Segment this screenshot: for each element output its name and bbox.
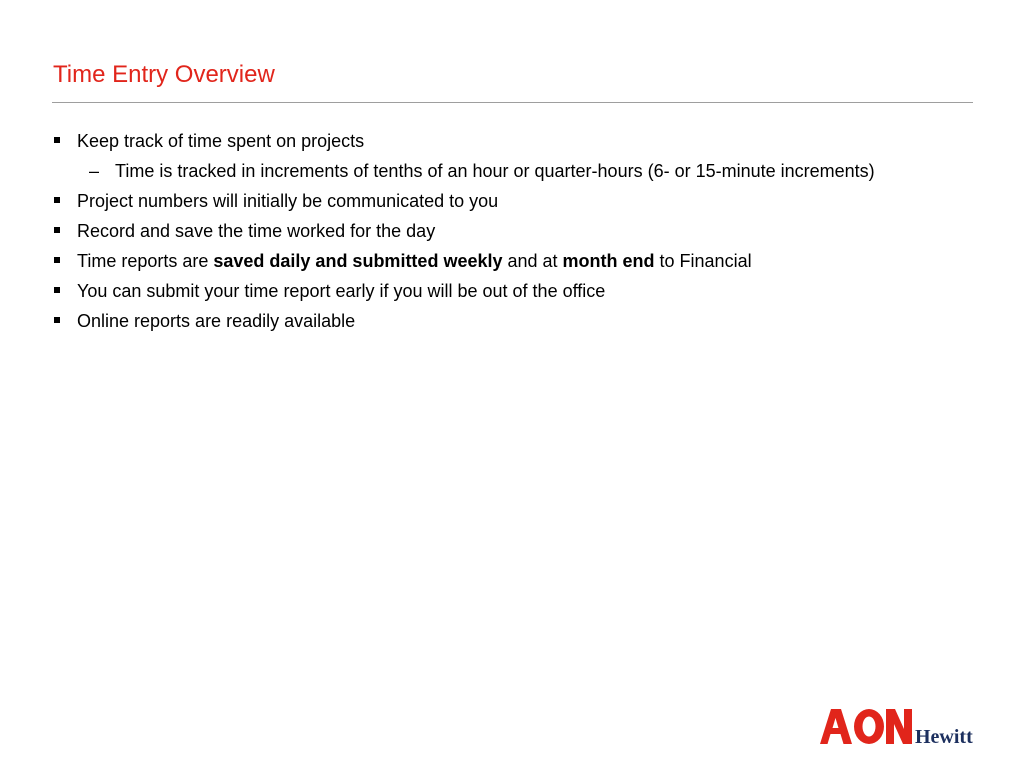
text-segment: Keep track of time spent on projects (77, 131, 365, 151)
aon-letter-o-counter (863, 717, 876, 737)
bullet-text (77, 186, 498, 216)
bullet-text (77, 126, 364, 156)
bold-text-segment: saved daily and submitted weekly (213, 251, 503, 271)
bullet-item (0, 216, 1024, 246)
bullet-item (0, 276, 1024, 306)
bullet-text (77, 306, 355, 336)
hewitt-wordmark: Hewitt (915, 726, 973, 746)
bullet-text (115, 156, 875, 186)
bold-text-segment: month end (562, 251, 655, 271)
text-segment: Online reports are readily available (77, 311, 356, 331)
text-segment: Record and save the time worked for the day (77, 221, 436, 241)
aon-letter-n-shape (886, 709, 912, 744)
bullet-item (0, 306, 1024, 336)
text-segment: and at (502, 251, 563, 271)
text-segment: to Financial (654, 251, 752, 271)
text-segment: Time is tracked in increments of tenths of an hour or quarter-hours (6- or 15-minute increments) (115, 161, 875, 181)
text-segment: Time reports are (77, 251, 214, 271)
bullet-item (0, 246, 1024, 276)
text-segment: Project numbers will initially be communicated to you (77, 191, 499, 211)
bullet-text (77, 216, 435, 246)
sub-bullet-item (0, 156, 1024, 186)
title-divider (52, 102, 973, 103)
text-segment: You can submit your time report early if you will be out of the office (77, 281, 606, 301)
bullet-item (0, 126, 1024, 156)
bullet-text (77, 246, 752, 276)
aon-hewitt-logo (820, 704, 976, 746)
bullet-text (77, 276, 605, 306)
dash-bullet-icon: – (89, 161, 100, 181)
bullet-list (0, 126, 1024, 336)
aon-wordmark (820, 709, 912, 744)
bullet-item (0, 186, 1024, 216)
slide-title: Time Entry Overview (53, 61, 275, 88)
